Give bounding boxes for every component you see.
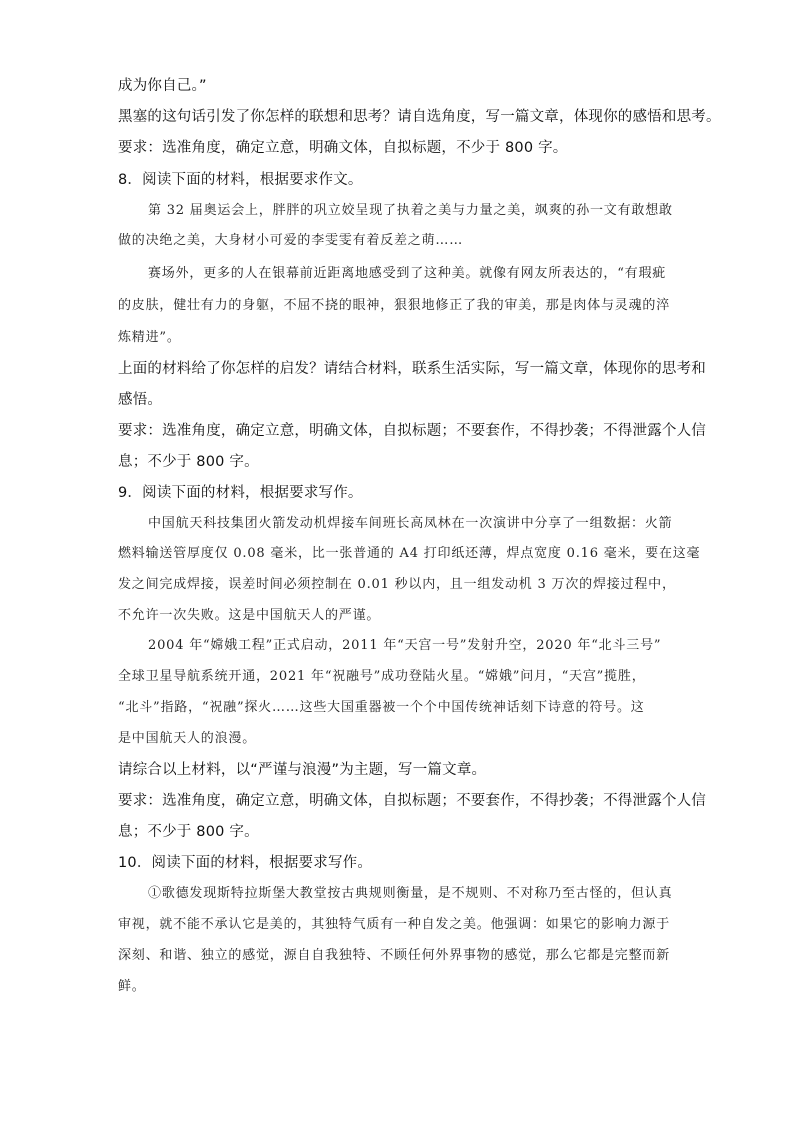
question-10-heading: 10．阅读下面的材料，根据要求写作。 [118,855,373,871]
material-line: 的皮肤，健壮有力的身躯，不屈不挠的眼神，狠狠地修正了我的审美，那是肉体与灵魂的淬 [118,298,671,313]
material-line: 审视，就不能不承认它是美的，其独特气质有一种自发之美。他强调：如果它的影响力源于 [118,917,671,932]
material-line: 第 32 届奥运会上，胖胖的巩立姣呈现了执着之美与力量之美，飒爽的孙一文有敢想敢 [148,203,673,218]
question-9-heading: 9．阅读下面的材料，根据要求写作。 [118,485,363,501]
text-line: 成为你自己。” [118,78,207,94]
material-line: 2004 年“嫦娥工程”正式启动，2011 年“天宫一号”发射升空，2020 年“北斗三号” [148,638,662,653]
material-line: 燃料输送管厚度仅 0.08 毫米，比一张普通的 A4 打印纸还薄，焊点宽度 0.16 毫米，要在这毫 [118,546,701,561]
requirement-line: 要求：选准角度，确定立意，明确文体，自拟标题；不要套作，不得抄袭；不得泄露个人信 [118,793,706,809]
prompt-line: 上面的材料给了你怎样的启发？请结合材料，联系生活实际，写一篇文章，体现你的思考和 [118,361,706,377]
requirement-line: 息；不少于 800 字。 [118,824,259,840]
material-line: 不允许一次失败。这是中国航天人的严谨。 [118,608,381,623]
material-line: 炼精进”。 [118,330,181,345]
material-line: 是中国航天人的浪漫。 [118,731,257,746]
requirement-line: 要求：选准角度，确定立意，明确文体，自拟标题；不要套作，不得抄袭；不得泄露个人信 [118,423,706,439]
requirement-line: 要求：选准角度，确定立意，明确文体，自拟标题，不少于 800 字。 [118,140,568,156]
prompt-line: 黑塞的这句话引发了你怎样的联想和思考？请自选角度，写一篇文章，体现你的感悟和思考。 [118,109,721,125]
material-line: 中国航天科技集团火箭发动机焊接车间班长高凤林在一次演讲中分享了一组数据：火箭 [148,516,673,531]
material-line: 鲜。 [118,979,146,994]
prompt-line: 感悟。 [118,392,163,408]
material-line: 发之间完成焊接，误差时间必须控制在 0.01 秒以内，且一组发动机 3 万次的焊接过程中， [118,577,676,592]
material-line: ①歌德发现斯特拉斯堡大教堂按古典规则衡量，是不规则、不对称乃至古怪的，但认真 [148,886,673,901]
material-line: “北斗”指路，“祝融”探火……这些大国重器被一个个中国传统神话刻下诗意的符号。这 [118,700,645,715]
material-line: 赛场外，更多的人在银幕前近距离地感受到了这种美。就像有网友所表达的，“有瑕疵 [148,266,667,281]
question-8-heading: 8．阅读下面的材料，根据要求作文。 [118,172,363,188]
requirement-line: 息；不少于 800 字。 [118,454,259,470]
material-line: 做的决绝之美，大身材小可爱的李雯雯有着反差之萌…… [118,233,464,248]
material-line: 深刻、和谐、独立的感觉，源自自我独特、不顾任何外界事物的感觉，那么它都是完整而新 [118,948,671,963]
prompt-line: 请综合以上材料，以“严谨与浪漫”为主题，写一篇文章。 [118,762,487,778]
material-line: 全球卫星导航系统开通，2021 年“祝融号”成功登陆火星。“嫦娥”问月，“天宫”揽胜， [118,669,646,684]
